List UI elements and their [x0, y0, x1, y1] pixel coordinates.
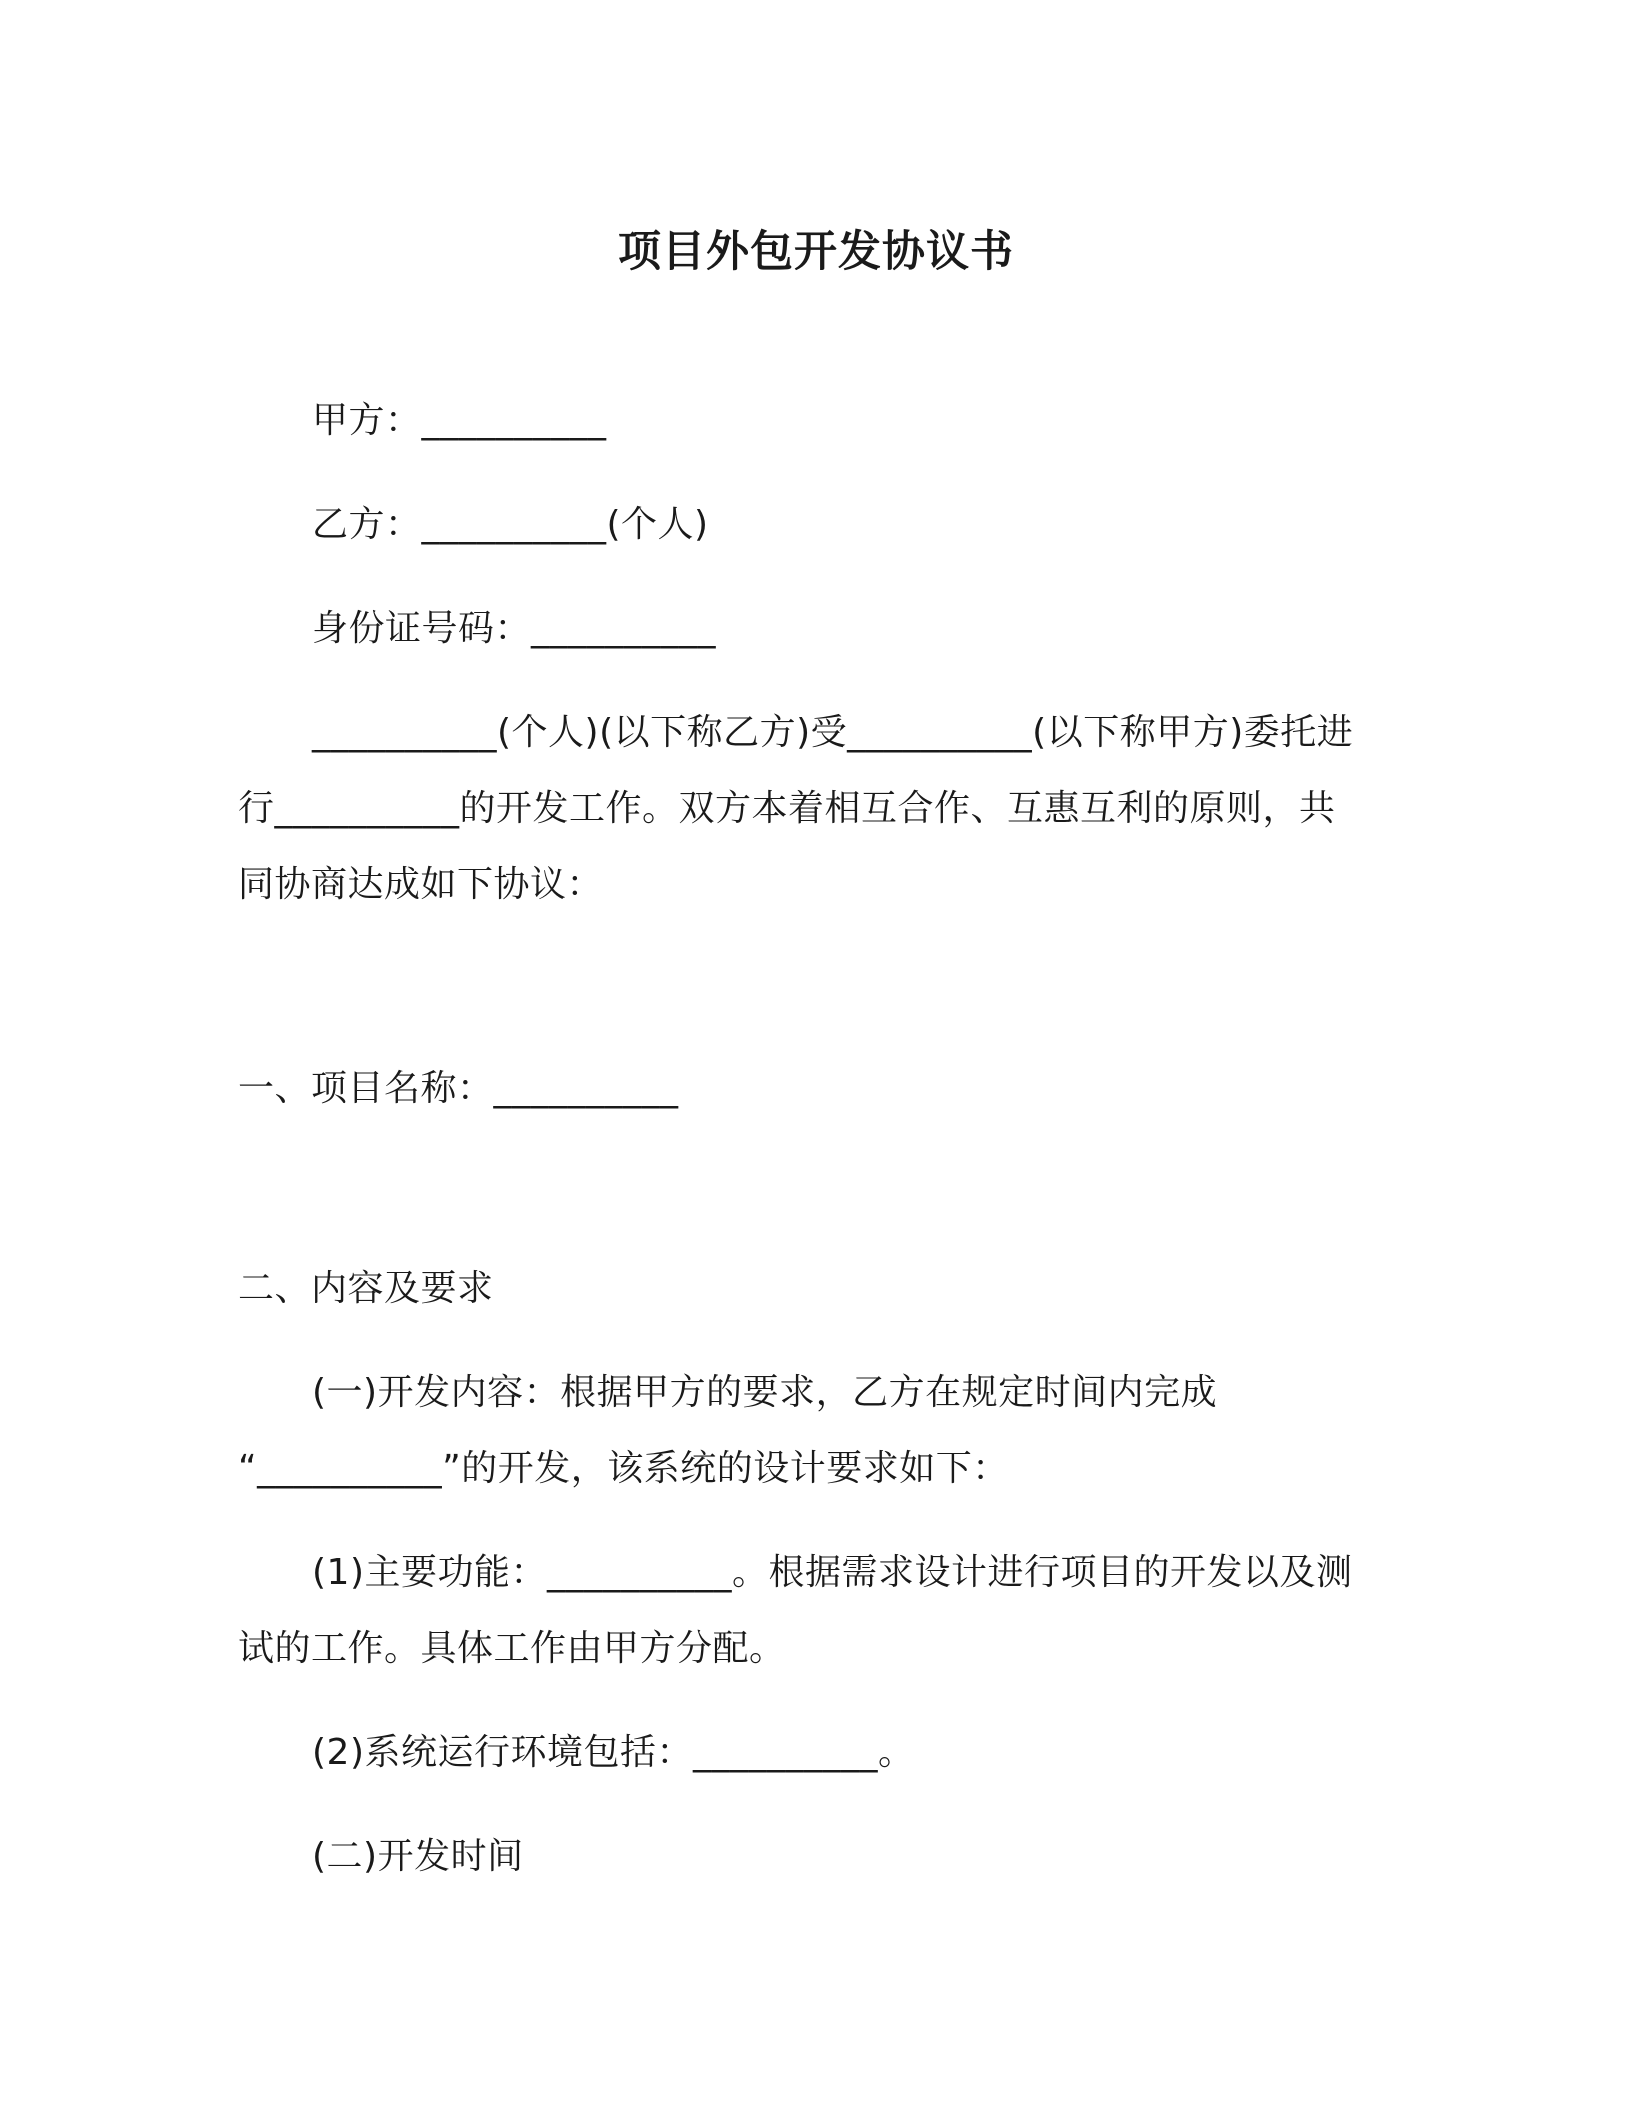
item-1-line-1: (一)开发内容：根据甲方的要求，乙方在规定时间内完成 [312, 1372, 1218, 1413]
party-a-line: 甲方：__________ [312, 400, 607, 441]
intro-line-2: 行__________的开发工作。双方本着相互合作、互惠互利的原则，共 [238, 788, 1336, 829]
sub-item-1-line-1: (1)主要功能：__________。根据需求设计进行项目的开发以及测 [312, 1552, 1353, 1593]
sub-item-1-line-2: 试的工作。具体工作由甲方分配。 [238, 1628, 786, 1669]
intro-line-1: __________(个人)(以下称乙方)受__________(以下称甲方)委托进 [312, 712, 1354, 753]
id-number-line: 身份证号码：__________ [312, 608, 717, 649]
section-2-heading: 二、内容及要求 [238, 1268, 494, 1309]
item-2-heading: (二)开发时间 [312, 1836, 524, 1877]
section-1-project-name: 一、项目名称：__________ [238, 1068, 679, 1109]
party-b-line: 乙方：__________(个人) [312, 504, 709, 545]
item-1-line-2: “__________”的开发，该系统的设计要求如下： [238, 1448, 1009, 1489]
sub-item-2-line: (2)系统运行环境包括：__________。 [312, 1732, 915, 1773]
document-title: 项目外包开发协议书 [618, 227, 1014, 277]
intro-line-3: 同协商达成如下协议： [238, 864, 604, 905]
